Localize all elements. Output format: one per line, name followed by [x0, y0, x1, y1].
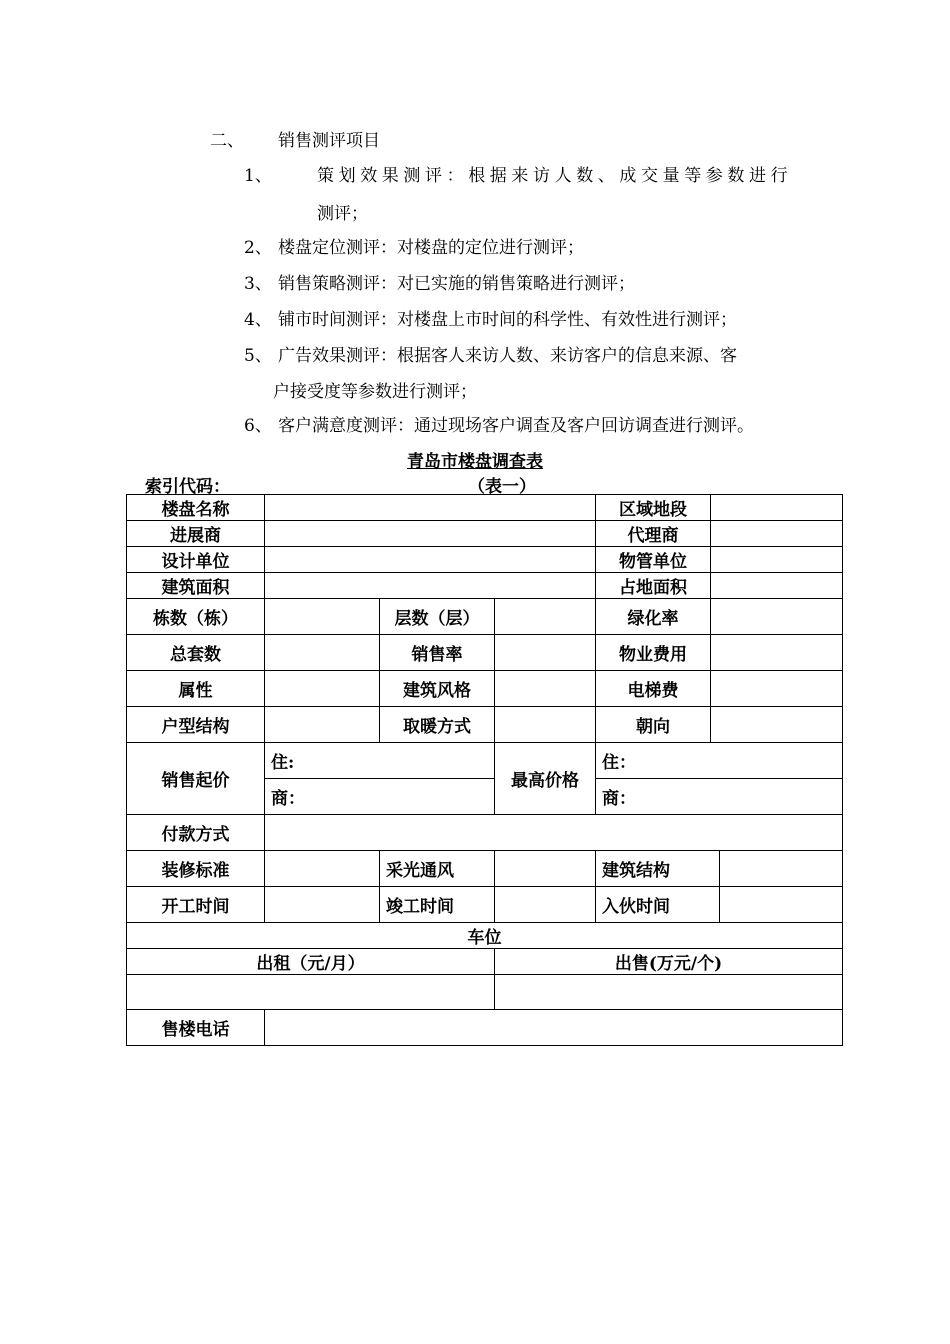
table-row	[127, 671, 843, 707]
value-designer[interactable]	[265, 547, 596, 573]
value-name[interactable]	[265, 495, 596, 521]
value-buildings[interactable]	[265, 599, 380, 635]
label-agent: 代理商	[596, 521, 711, 547]
section-title: 销售测评项目	[278, 131, 380, 151]
label-designer: 设计单位	[127, 547, 265, 573]
value-rent[interactable]	[127, 975, 495, 1010]
label-green-rate: 绿化率	[596, 599, 711, 635]
list-item-text: 楼盘定位测评：对楼盘的定位进行测评；	[278, 238, 584, 258]
start-price-residential[interactable]: 住:	[265, 743, 495, 779]
label-complete-time: 竣工时间	[380, 887, 495, 923]
label-floors: 层数（层）	[380, 599, 495, 635]
table-row	[127, 851, 843, 887]
value-heating[interactable]	[495, 707, 596, 743]
section-number: 二、	[210, 131, 244, 151]
list-item-number: 1、	[244, 166, 272, 186]
value-payment[interactable]	[265, 815, 843, 851]
label-buildings: 栋数（栋）	[127, 599, 265, 635]
value-developer[interactable]	[265, 521, 596, 547]
label-structure: 建筑结构	[596, 851, 720, 887]
table-row	[127, 547, 843, 573]
label-developer: 进展商	[127, 521, 265, 547]
label-decoration: 装修标准	[127, 851, 265, 887]
table-row	[127, 887, 843, 923]
list-item-text-cont: 测评；	[317, 204, 368, 224]
value-elevator-fee[interactable]	[711, 671, 843, 707]
start-price-commercial[interactable]: 商：	[265, 779, 495, 815]
table-row	[127, 1010, 843, 1046]
table-row	[127, 949, 843, 975]
table-row	[127, 495, 843, 521]
value-area-section[interactable]	[711, 495, 843, 521]
label-sales-phone: 售楼电话	[127, 1010, 265, 1046]
value-property-mgmt[interactable]	[711, 547, 843, 573]
list-item-text: 铺市时间测评：对楼盘上市时间的科学性、有效性进行测评；	[278, 310, 737, 330]
table-row	[127, 975, 843, 1010]
table-number: （表一）	[468, 477, 536, 497]
table-row	[127, 815, 843, 851]
list-item-text: 客户满意度测评：通过现场客户调查及客户回访调查进行测评。	[278, 416, 754, 436]
label-heating: 取暖方式	[380, 707, 495, 743]
label-sales-rate: 销售率	[380, 635, 495, 671]
list-item-number: 6、	[244, 416, 272, 436]
list-item-text-cont: 户接受度等参数进行测评；	[273, 382, 477, 402]
label-rent: 出租（元/月）	[127, 949, 495, 975]
table-row	[127, 573, 843, 599]
label-start-price: 销售起价	[127, 743, 265, 815]
table-row	[127, 743, 843, 779]
label-name: 楼盘名称	[127, 495, 265, 521]
value-orientation[interactable]	[711, 707, 843, 743]
value-start-time[interactable]	[265, 887, 380, 923]
label-property-fee: 物业费用	[596, 635, 711, 671]
label-lighting: 采光通风	[380, 851, 495, 887]
list-item-number: 4、	[244, 310, 272, 330]
value-build-area[interactable]	[265, 573, 596, 599]
list-item-text: 销售策略测评：对已实施的销售策略进行测评；	[278, 274, 635, 294]
value-sales-rate[interactable]	[495, 635, 596, 671]
value-sale[interactable]	[495, 975, 843, 1010]
label-attribute: 属性	[127, 671, 265, 707]
label-area-section: 区域地段	[596, 495, 711, 521]
value-move-in[interactable]	[720, 887, 843, 923]
label-layout: 户型结构	[127, 707, 265, 743]
value-sales-phone[interactable]	[265, 1010, 843, 1046]
max-price-residential[interactable]: 住：	[596, 743, 843, 779]
label-elevator-fee: 电梯费	[596, 671, 711, 707]
label-start-time: 开工时间	[127, 887, 265, 923]
value-attribute[interactable]	[265, 671, 380, 707]
value-green-rate[interactable]	[711, 599, 843, 635]
value-layout[interactable]	[265, 707, 380, 743]
table-row	[127, 923, 843, 949]
label-sale: 出售(万元/个)	[495, 949, 843, 975]
label-parking: 车位	[127, 923, 843, 949]
index-code-label: 索引代码：	[145, 477, 230, 497]
value-floors[interactable]	[495, 599, 596, 635]
label-move-in: 入伙时间	[596, 887, 720, 923]
label-max-price: 最高价格	[495, 743, 596, 815]
label-orientation: 朝向	[596, 707, 711, 743]
value-property-fee[interactable]	[711, 635, 843, 671]
list-item-number: 2、	[244, 238, 272, 258]
value-structure[interactable]	[720, 851, 843, 887]
label-build-area: 建筑面积	[127, 573, 265, 599]
value-decoration[interactable]	[265, 851, 380, 887]
list-item-number: 3、	[244, 274, 272, 294]
max-price-commercial[interactable]: 商：	[596, 779, 843, 815]
table-row	[127, 707, 843, 743]
table-row	[127, 599, 843, 635]
label-total-units: 总套数	[127, 635, 265, 671]
label-land-area: 占地面积	[596, 573, 711, 599]
table-row	[127, 521, 843, 547]
value-total-units[interactable]	[265, 635, 380, 671]
label-arch-style: 建筑风格	[380, 671, 495, 707]
table-row	[127, 635, 843, 671]
list-item-text: 策划效果测评：根据来访人数、成交量等参数进行	[317, 166, 793, 186]
table-title: 青岛市楼盘调查表	[407, 452, 543, 472]
property-survey-table	[126, 494, 843, 1046]
value-complete-time[interactable]	[495, 887, 596, 923]
value-land-area[interactable]	[711, 573, 843, 599]
list-item-number: 5、	[244, 346, 272, 366]
list-item-text: 广告效果测评：根据客人来访人数、来访客户的信息来源、客	[278, 346, 737, 366]
value-arch-style[interactable]	[495, 671, 596, 707]
value-lighting[interactable]	[495, 851, 596, 887]
value-agent[interactable]	[711, 521, 843, 547]
label-property-mgmt: 物管单位	[596, 547, 711, 573]
label-payment: 付款方式	[127, 815, 265, 851]
